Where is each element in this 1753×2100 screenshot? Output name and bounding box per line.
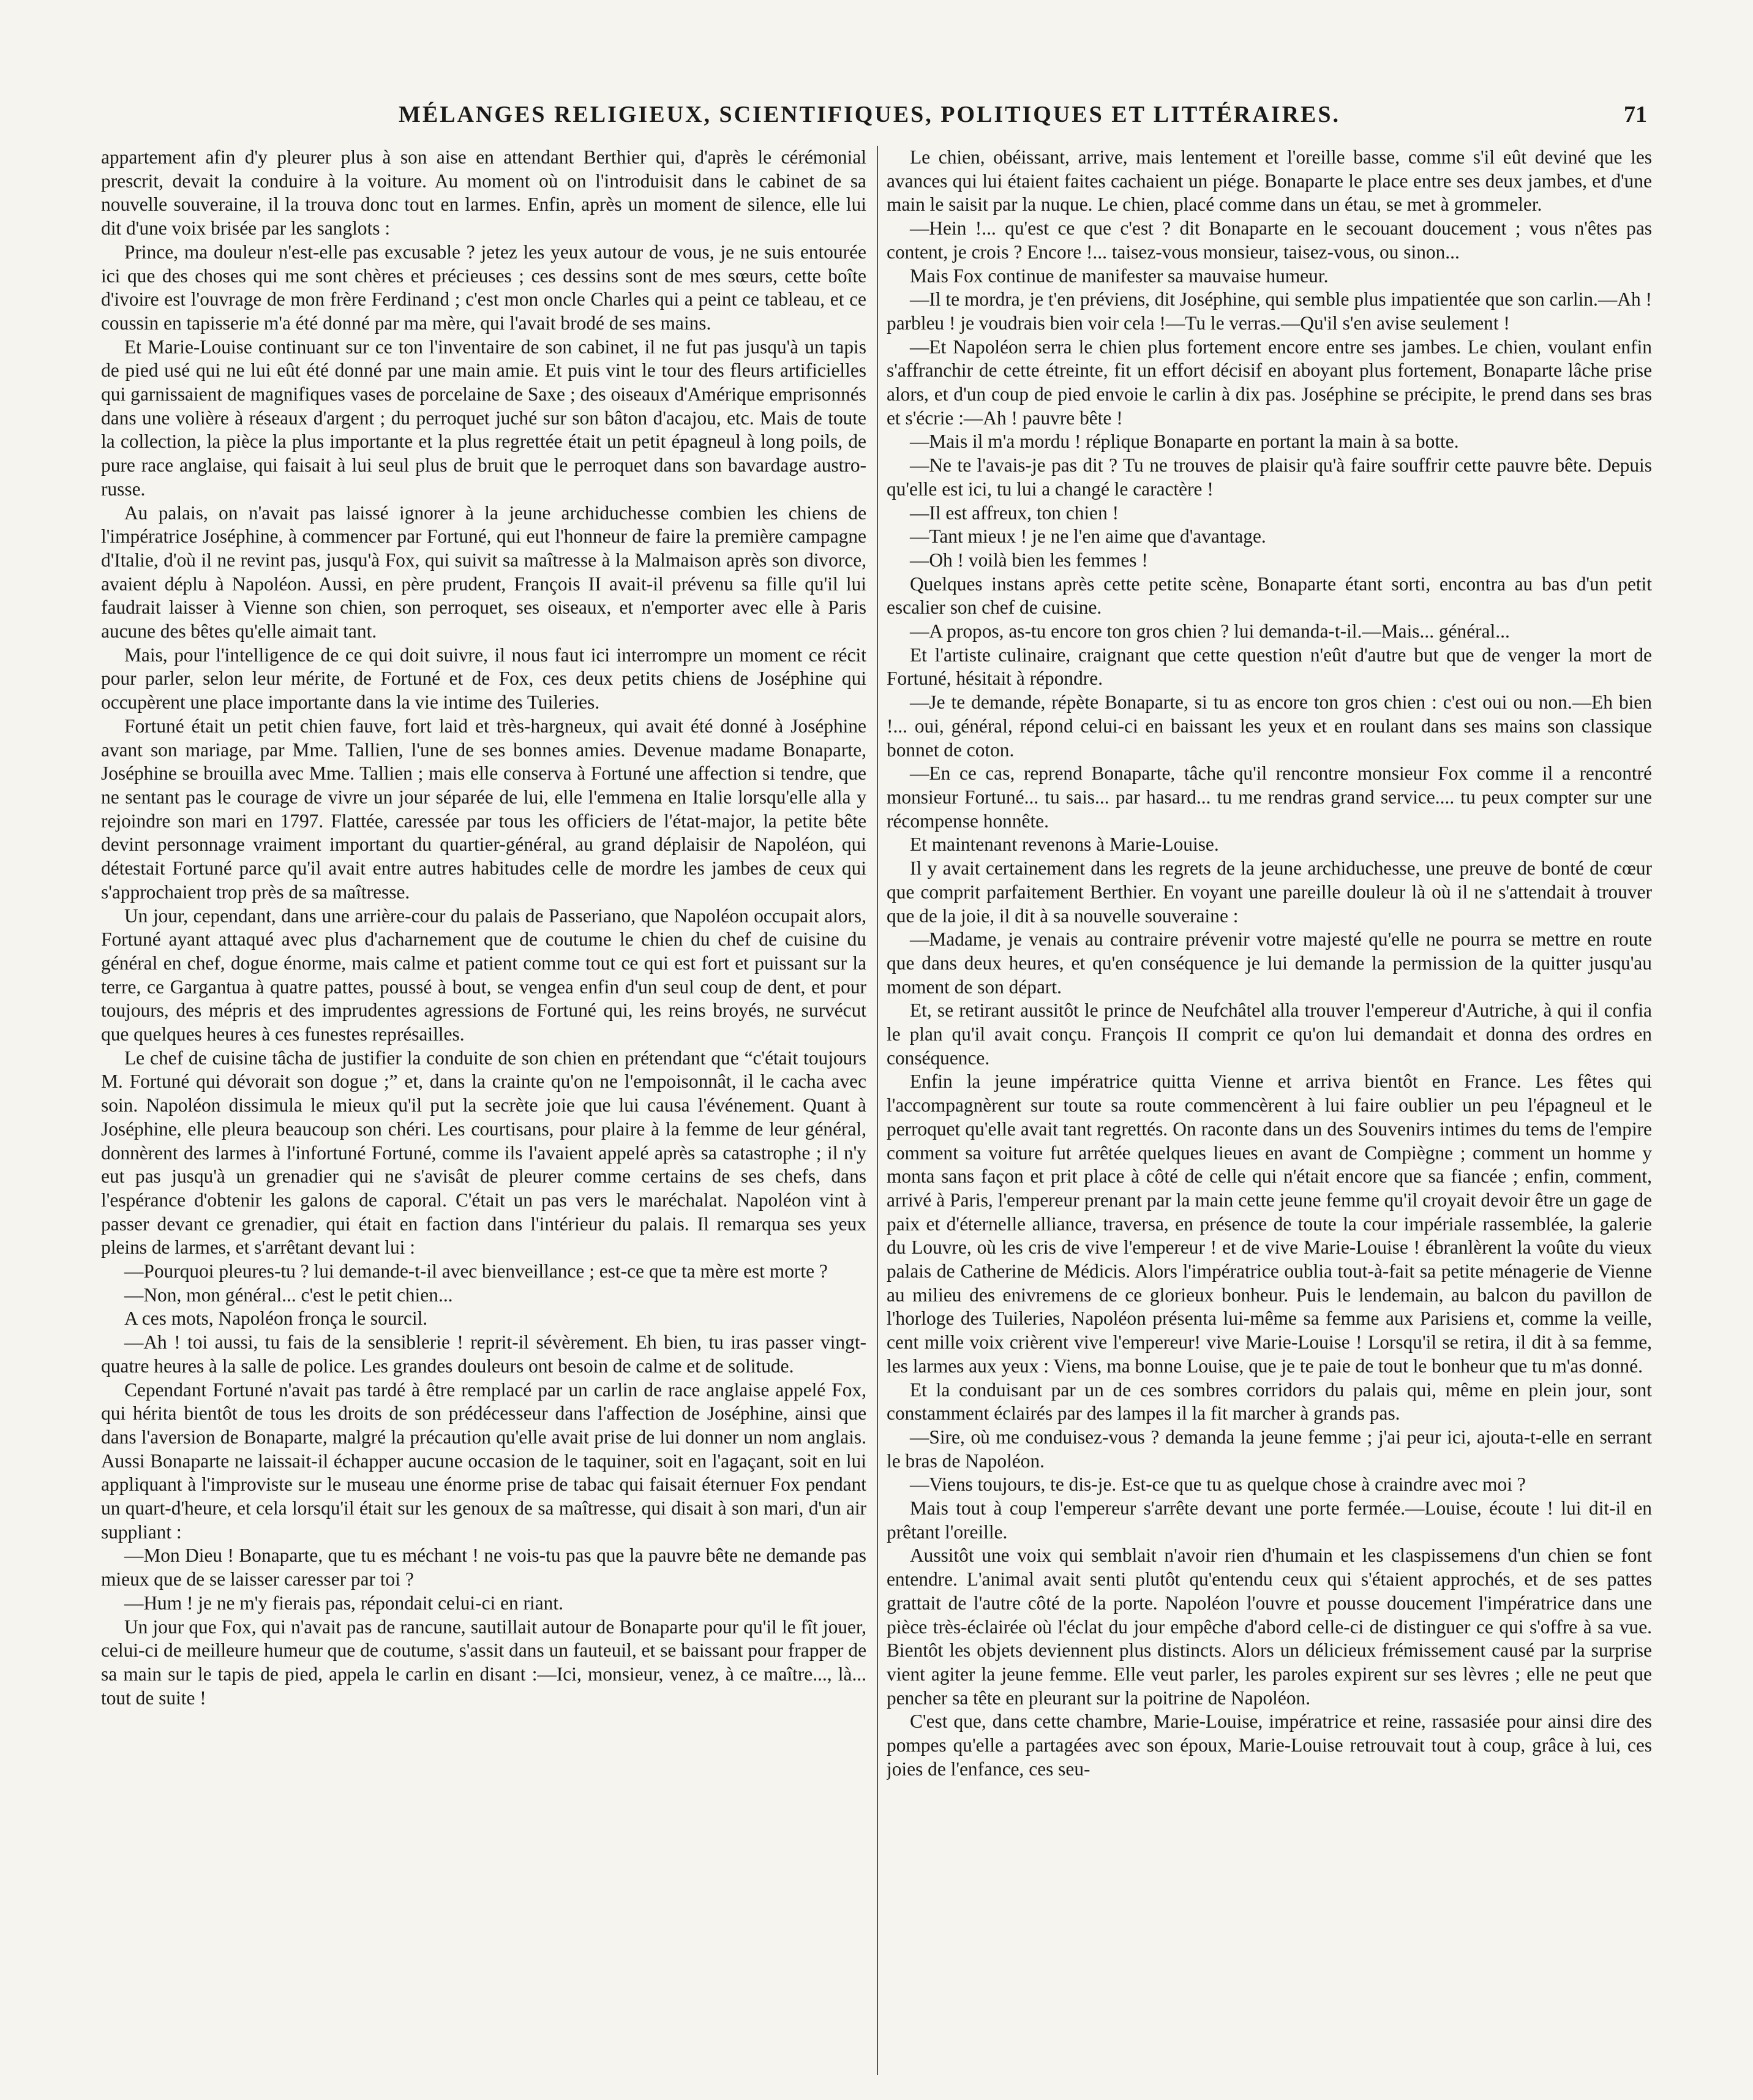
paragraph: A ces mots, Napoléon fronça le sourcil.	[124, 1308, 428, 1330]
paragraph: —Sire, où me conduisez-vous ? demanda la jeune femme ; j'ai peur ici, ajouta-t-elle en serrant le bras de Napoléon.	[887, 1426, 1652, 1472]
paragraph: —Il te mordra, je t'en préviens, dit Joséphine, qui semble plus impatientée que son carlin.—Ah ! parbleu ! je voudrais bien voir cela !—Tu le verras.—Qu'il s'en avise seulement !	[887, 288, 1652, 334]
left-column	[101, 146, 866, 2081]
paragraph: Mais Fox continue de manifester sa mauvaise humeur.	[910, 265, 1329, 287]
paragraph: Prince, ma douleur n'est-elle pas excusable ? jetez les yeux autour de vous, je ne suis entourée ici que des choses qui me sont chères et précieuses ; ces dessins sont de mes sœurs, cette boîte d'ivoire est l'ouvrage de mon frère Ferdinand ; c'est mon oncle Charles qui a peint ce tableau, et ce coussin en tapisserie m'a été donné par ma mère, qui l'avait brodé de ses mains.	[101, 241, 866, 334]
paragraph: C'est que, dans cette chambre, Marie-Louise, impératrice et reine, rassasiée pour ainsi dire des pompes qu'elle a partagées avec son époux, Marie-Louise retrouvait tout à coup, grâce à lui, ces joies de l'enfance, ces seu-	[887, 1710, 1652, 1780]
paragraph: —Et Napoléon serra le chien plus fortement encore entre ses jambes. Le chien, voulant enfin s'affranchir de cette étreinte, fit un effort décisif en aboyant plus fortement, Bonaparte lâche prise alors, et d'un coup de pied envoie le carlin à dix pas. Joséphine se précipite, le prend dans ses bras et s'écrie :—Ah ! pauvre bête !	[887, 336, 1652, 429]
paragraph: Mais tout à coup l'empereur s'arrête devant une porte fermée.—Louise, écoute ! lui dit-il en prêtant l'oreille.	[887, 1497, 1652, 1543]
page-number: 71	[1624, 102, 1647, 127]
paragraph: —Mais il m'a mordu ! réplique Bonaparte en portant la main à sa botte.	[910, 431, 1459, 453]
paragraph: —Tant mieux ! je ne l'en aime que d'avantage.	[910, 525, 1266, 548]
right-column	[887, 146, 1652, 2081]
page-header	[92, 101, 1647, 138]
paragraph: Il y avait certainement dans les regrets de la jeune archiduchesse, une preuve de bonté de cœur que comprit parfaitement Berthier. En voyant une pareille douleur là où il ne s'attendait à trouver que de la joie, il dit à sa nouvelle souveraine :	[887, 857, 1652, 927]
paragraph: Fortuné était un petit chien fauve, fort laid et très-hargneux, qui avait été donné à Joséphine avant son mariage, par Mme. Tallien, l'une de ses bonnes amies. Devenue madame Bonaparte, Joséphine se brouilla avec Mme. Tallien ; mais elle conserva à Fortuné une affection si tendre, que ne sentant pas le courage de vivre un jour séparée de lui, elle l'emmena en Italie lorsqu'elle alla y rejoindre son mari en 1797. Flattée, caressée par tous les officiers de l'état-major, la petite bête devint personnage vraiment important du quartier-général, au grand déplaisir de Napoléon, qui détestait Fortuné parce qu'il avait entre autres habitudes celle de mordre les jambes de ceux qui s'approchaient trop près de sa maîtresse.	[101, 715, 866, 903]
paragraph: Cependant Fortuné n'avait pas tardé à être remplacé par un carlin de race anglaise appelé Fox, qui hérita bientôt de tous les droits de son prédécesseur dans l'affection de Joséphine, ainsi que dans l'aversion de Bonaparte, malgré la précaution qu'elle avait prise de lui donner un nom anglais. Aussi Bonaparte ne laissait-il échapper aucune occasion de le taquiner, soit en l'agaçant, soit en lui appliquant à l'improviste sur le museau une énorme prise de tabac qui faisait éternuer Fox pendant un quart-d'heure, et cela lorsqu'il était sur les genoux de sa maîtresse, qui disait à son mari, d'un air suppliant :	[101, 1379, 866, 1543]
paragraph: Au palais, on n'avait pas laissé ignorer à la jeune archiduchesse combien les chiens de l'impératrice Joséphine, à commencer par Fortuné, qui eut l'honneur de faire la première campagne d'Italie, d'où il ne revint pas, jusqu'à Fox, qui suivit sa maîtresse à la Malmaison après son divorce, avaient déplu à Napoléon. Aussi, en père prudent, François II avait-il prévenu sa fille qu'il lui faudrait laisser à Vienne son chien, son perroquet, ses oiseaux, et n'emporter avec elle à Paris aucune des bêtes qu'elle aimait tant.	[101, 502, 866, 642]
paragraph: —Mon Dieu ! Bonaparte, que tu es méchant ! ne vois-tu pas que la pauvre bête ne demande pas mieux que de se laisser caresser par toi ?	[101, 1545, 866, 1590]
paragraph: Un jour, cependant, dans une arrière-cour du palais de Passeriano, que Napoléon occupait alors, Fortuné ayant attaqué avec plus d'acharnement que de coutume le chien du chef de cuisine du général en chef, dogue énorme, mais calme et patient comme tout ce qui est fort et puissant sur la terre, ce Gargantua à quatre pattes, poussé à bout, se vengea enfin d'un seul coup de dent, et pour toujours, des mépris et des imprudentes agressions de Fortuné qui, les reins broyés, ne survécut que quelques heures à ces funestes représailles.	[101, 905, 866, 1045]
paragraph: Et, se retirant aussitôt le prince de Neufchâtel alla trouver l'empereur d'Autriche, à qui il confia le plan qu'il avait conçu. François II comprit ce qu'on lui demandait et donna des ordres en conséquence.	[887, 999, 1652, 1069]
paragraph: Un jour que Fox, qui n'avait pas de rancune, sautillait autour de Bonaparte pour qu'il le fît jouer, celui-ci de meilleure humeur que de coutume, s'assit dans un fauteuil, et se baissant pour frapper de sa main sur le tapis de pied, appela le carlin en disant :—Ici, monsieur, venez, à ce maître..., là... tout de suite !	[101, 1616, 866, 1709]
paragraph: Enfin la jeune impératrice quitta Vienne et arriva bientôt en France. Les fêtes qui l'accompagnèrent sur toute sa route commencèrent à lui faire oublier un peu l'épagneul et le perroquet qu'elle avait tant regrettés. On raconte dans un des Souvenirs intimes du tems de l'empire comment sa voiture fut arrêtée quelques lieues en avant de Compiègne ; comment un homme y monta sans façon et prit place à côté de celle qui n'était encore que sa fiancée ; enfin, comment, arrivé à Paris, l'empereur prenant par la main cette jeune femme qu'il croyait devoir être un gage de paix et d'éternelle alliance, traversa, en présence de toute la cour impériale rassemblée, la galerie du Louvre, où les cris de vive l'empereur ! et de vive Marie-Louise ! ébranlèrent la voûte du vieux palais de Catherine de Médicis. Alors l'impératrice oublia tout-à-fait sa petite ménagerie de Vienne au milieu des enivremens de ce glorieux bonheur. Puis le lendemain, au balcon du pavillon de l'horloge des Tuileries, Napoléon présenta lui-même sa femme aux Parisiens et, comme la veille, cent mille voix crièrent vive l'empereur! vive Marie-Louise ! Lorsqu'il se retira, il dit à sa femme, les larmes aux yeux : Viens, ma bonne Louise, que je te paie de tout le bonheur que tu m'as donné.	[887, 1071, 1652, 1377]
paragraph: Le chien, obéissant, arrive, mais lentement et l'oreille basse, comme s'il eût deviné que les avances qui lui étaient faites cachaient un piége. Bonaparte le place entre ses deux jambes, et d'une main le saisit par la nuque. Le chien, placé comme dans un étau, se met à grommeler.	[887, 146, 1652, 216]
paragraph: Mais, pour l'intelligence de ce qui doit suivre, il nous faut ici interrompre un moment ce récit pour parler, selon leur mérite, de Fortuné et de Fox, ces deux petits chiens de Joséphine qui occupèrent une place importante dans la vie intime des Tuileries.	[101, 644, 866, 713]
paragraph: —Il est affreux, ton chien !	[910, 502, 1119, 524]
paragraph: —Ah ! toi aussi, tu fais de la sensiblerie ! reprit-il sévèrement. Eh bien, tu iras passer vingt-quatre heures à la salle de police. Les grandes douleurs ont besoin de calme et de solitude.	[101, 1331, 866, 1377]
paragraph: —Oh ! voilà bien les femmes !	[910, 549, 1148, 571]
paragraph: —Ne te l'avais-je pas dit ? Tu ne trouves de plaisir qu'à faire souffrir cette pauvre bête. Depuis qu'elle est ici, tu lui a changé le caractère !	[887, 454, 1652, 500]
paragraph: —Hum ! je ne m'y fierais pas, répondait celui-ci en riant.	[124, 1592, 563, 1614]
paragraph: Et Marie-Louise continuant sur ce ton l'inventaire de son cabinet, il ne fut pas jusqu'à un tapis de pied usé qui ne lui eût été donné par une main amie. Et puis vint le tour des fleurs artificielles qui garnissaient de magnifiques vases de porcelaine de Saxe ; des oiseaux d'Amérique emprisonnés dans une volière à réseaux d'argent ; du perroquet juché sur son bâton d'acajou, etc. Mais de toute la collection, la pièce la plus importante et la plus regrettée était un petit épagneul à long poils, de pure race anglaise, qui faisait à lui seul plus de bruit que le perroquet dans son bavardage austro-russe.	[101, 336, 866, 500]
paragraph: Le chef de cuisine tâcha de justifier la conduite de son chien en prétendant que “c'était toujours M. Fortuné qui dévorait son dogue ;” et, dans la crainte qu'on ne l'empoisonnât, il le cacha avec soin. Napoléon dissimula le mieux qu'il put la secrète joie que lui causa l'événement. Quant à Joséphine, elle pleura beaucoup son chéri. Les courtisans, pour plaire à la femme de leur général, donnèrent des larmes à l'infortuné Fortuné, comme ils l'avaient appelé après sa catastrophe ; il n'y eut pas jusqu'à un grenadier qui ne s'avisât de pleurer comme certains de ses chefs, dans l'espérance d'obtenir les galons de caporal. C'était un pas vers le maréchalat. Napoléon vint à passer devant ce grenadier, qui était en faction dans l'intérieur du palais. Il remarqua ses yeux pleins de larmes, et s'arrêtant devant lui :	[101, 1047, 866, 1259]
paragraph: Et la conduisant par un de ces sombres corridors du palais qui, même en plein jour, sont constamment éclairés par des lampes il la fit marcher à grands pas.	[887, 1379, 1652, 1424]
paragraph: —A propos, as-tu encore ton gros chien ? lui demanda-t-il.—Mais... général...	[910, 620, 1510, 642]
paragraph: appartement afin d'y pleurer plus à son aise en attendant Berthier qui, d'après le cérémonial prescrit, devait la conduire à la voiture. Au moment où on l'introduisit dans le cabinet de sa nouvelle souveraine, il la trouva donc tout en larmes. Enfin, après un moment de silence, elle lui dit d'une voix brisée par les sanglots :	[101, 146, 866, 239]
paragraph: Et maintenant revenons à Marie-Louise.	[910, 834, 1219, 856]
paragraph: —Hein !... qu'est ce que c'est ? dit Bonaparte en le secouant doucement ; vous n'êtes pas content, je crois ? Encore !... taisez-vous monsieur, taisez-vous, ou sinon...	[887, 217, 1652, 263]
paragraph: —Pourquoi pleures-tu ? lui demande-t-il avec bienveillance ; est-ce que ta mère est morte ?	[124, 1260, 828, 1282]
running-title: MÉLANGES RELIGIEUX, SCIENTIFIQUES, POLITIQUES ET LITTÉRAIRES.	[398, 102, 1341, 127]
paragraph: —Je te demande, répète Bonaparte, si tu as encore ton gros chien : c'est oui ou non.—Eh bien !... oui, général, répond celui-ci en baissant les yeux et en roulant dans ses mains son classique bonnet de coton.	[887, 691, 1652, 761]
paragraph: Quelques instans après cette petite scène, Bonaparte étant sorti, encontra au bas d'un petit escalier son chef de cuisine.	[887, 573, 1652, 619]
paragraph: —Non, mon général... c'est le petit chien...	[124, 1284, 453, 1306]
paragraph: Aussitôt une voix qui semblait n'avoir rien d'humain et les claspissemens d'un chien se font entendre. L'animal avait senti plutôt qu'entendu ceux qui s'étaient approchés, et de ses pattes grattait de l'autre côté de la porte. Napoléon l'ouvre et pousse doucement l'impératrice dans une pièce très-éclairée où l'éclat du jour empêche d'abord celle-ci de distinguer ce qui s'offre à sa vue. Bientôt les objets deviennent plus distincts. Alors un délicieux frémissement causé par la surprise vient agiter la jeune femme. Elle veut parler, les paroles expirent sur ses lèvres ; elle ne peut que pencher sa tête en pleurant sur la poitrine de Napoléon.	[887, 1545, 1652, 1709]
paragraph: —Madame, je venais au contraire prévenir votre majesté qu'elle ne pourra se mettre en route que dans deux heures, et qu'en conséquence je lui demande la permission de la quitter jusqu'au moment de son départ.	[887, 928, 1652, 998]
column-divider	[877, 146, 878, 2075]
paragraph: —En ce cas, reprend Bonaparte, tâche qu'il rencontre monsieur Fox comme il a rencontré monsieur Fortuné... tu sais... par hasard... tu me rendras grand service.... tu peux compter sur une récompense honnête.	[887, 762, 1652, 832]
paragraph: —Viens toujours, te dis-je. Est-ce que tu as quelque chose à craindre avec moi ?	[910, 1473, 1526, 1496]
paragraph: Et l'artiste culinaire, craignant que cette question n'eût d'autre but que de venger la mort de Fortuné, hésitait à répondre.	[887, 644, 1652, 690]
